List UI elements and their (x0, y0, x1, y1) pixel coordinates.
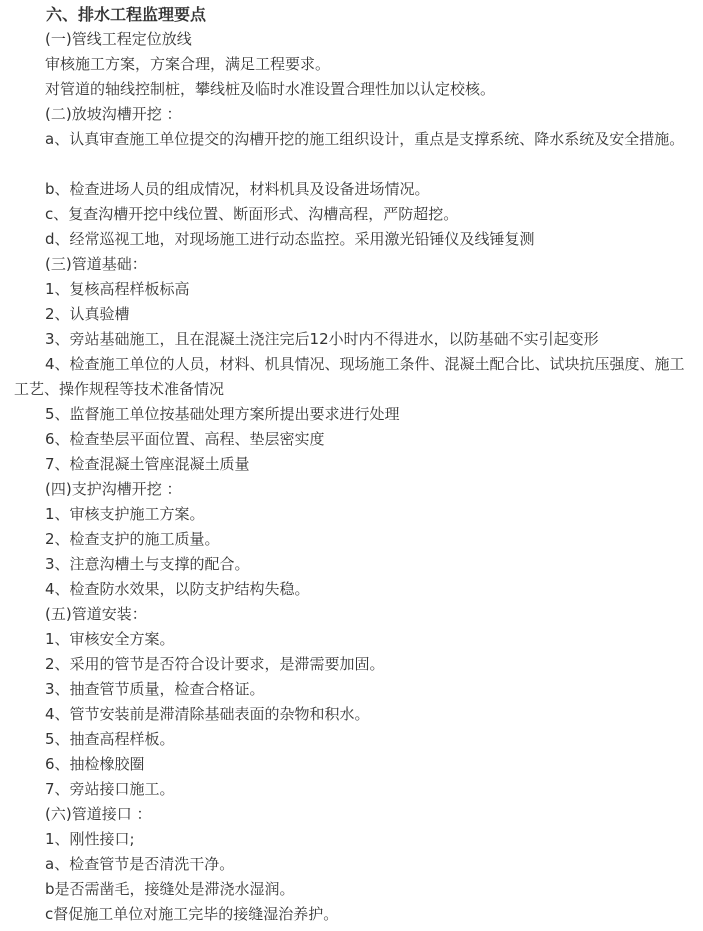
section-heading: 六、排水工程监理要点 (46, 5, 207, 24)
list-item: 3、旁站基础施工，且在混凝土浇注完后12小时内不得进水，以防基础不实引起变形 (45, 330, 599, 348)
paragraph: c、复查沟槽开挖中线位置、断面形式、沟槽高程，严防超挖。 (45, 205, 459, 223)
subsection-title: (一)管线工程定位放线 (45, 30, 192, 48)
list-item: 4、管节安装前是滞清除基础表面的杂物和积水。 (45, 705, 370, 723)
list-item: 1、复核高程样板标高 (45, 280, 190, 298)
list-item: b是否需凿毛，接缝处是滞浇水湿润。 (45, 880, 295, 898)
subsection-title: (四)支护沟槽开挖 ： (45, 480, 182, 498)
list-item: 6、检查垫层平面位置、高程、垫层密实度 (45, 430, 325, 448)
subsection-title: (三)管道基础： (45, 255, 147, 273)
paragraph: b、检查进场人员的组成情况，材料机具及设备进场情况。 (45, 180, 430, 198)
list-item: 4、检查施工单位的人员，材料、机具情况、现场施工条件、混凝土配合比、试块抗压强度、施工工艺、操作规程等技术准备情况 (14, 355, 685, 398)
paragraph: 审核施工方案，方案合理，满足工程要求。 (45, 55, 331, 73)
subsection-title: (五)管道安装： (45, 605, 147, 623)
document-body (0, 2, 703, 927)
subsection-title: (六)管道接口 ： (45, 805, 152, 823)
paragraph: a、认真审查施工单位提交的沟槽开挖的施工组织设计，重点是支撑系统、降水系统及安全措施。 (45, 130, 685, 148)
list-item: 1、刚性接口; (45, 830, 135, 848)
list-item: 2、检查支护的施工质量。 (45, 530, 220, 548)
list-item: 4、检查防水效果，以防支护结构失稳。 (45, 580, 310, 598)
list-item: 5、抽查高程样板。 (45, 730, 175, 748)
list-item: 7、旁站接口施工。 (45, 780, 175, 798)
list-item: 2、认真验槽 (45, 305, 130, 323)
paragraph: 对管道的轴线控制桩，攀线桩及临时水准设置合理性加以认定校核。 (45, 80, 496, 98)
list-item: 3、抽查管节质量，检查合格证。 (45, 680, 265, 698)
paragraph: d、经常巡视工地，对现场施工进行动态监控。采用激光铅锤仪及线锤复测 (45, 230, 535, 248)
list-item: 1、审核支护施工方案。 (45, 505, 205, 523)
list-item: c督促施工单位对施工完毕的接缝湿治养护。 (45, 905, 339, 923)
list-item: 1、审核安全方案。 (45, 630, 175, 648)
list-item: 5、监督施工单位按基础处理方案所提出要求进行处理 (45, 405, 400, 423)
list-item: 2、采用的管节是否符合设计要求，是滞需要加固。 (45, 655, 385, 673)
list-item: 7、检查混凝土管座混凝土质量 (45, 455, 250, 473)
list-item: 3、注意沟槽土与支撑的配合。 (45, 555, 250, 573)
list-item: 6、抽检橡胶圈 (45, 755, 145, 773)
list-item: a、检查管节是否清洗干净。 (45, 855, 235, 873)
subsection-title: (二)放坡沟槽开挖 ： (45, 105, 182, 123)
